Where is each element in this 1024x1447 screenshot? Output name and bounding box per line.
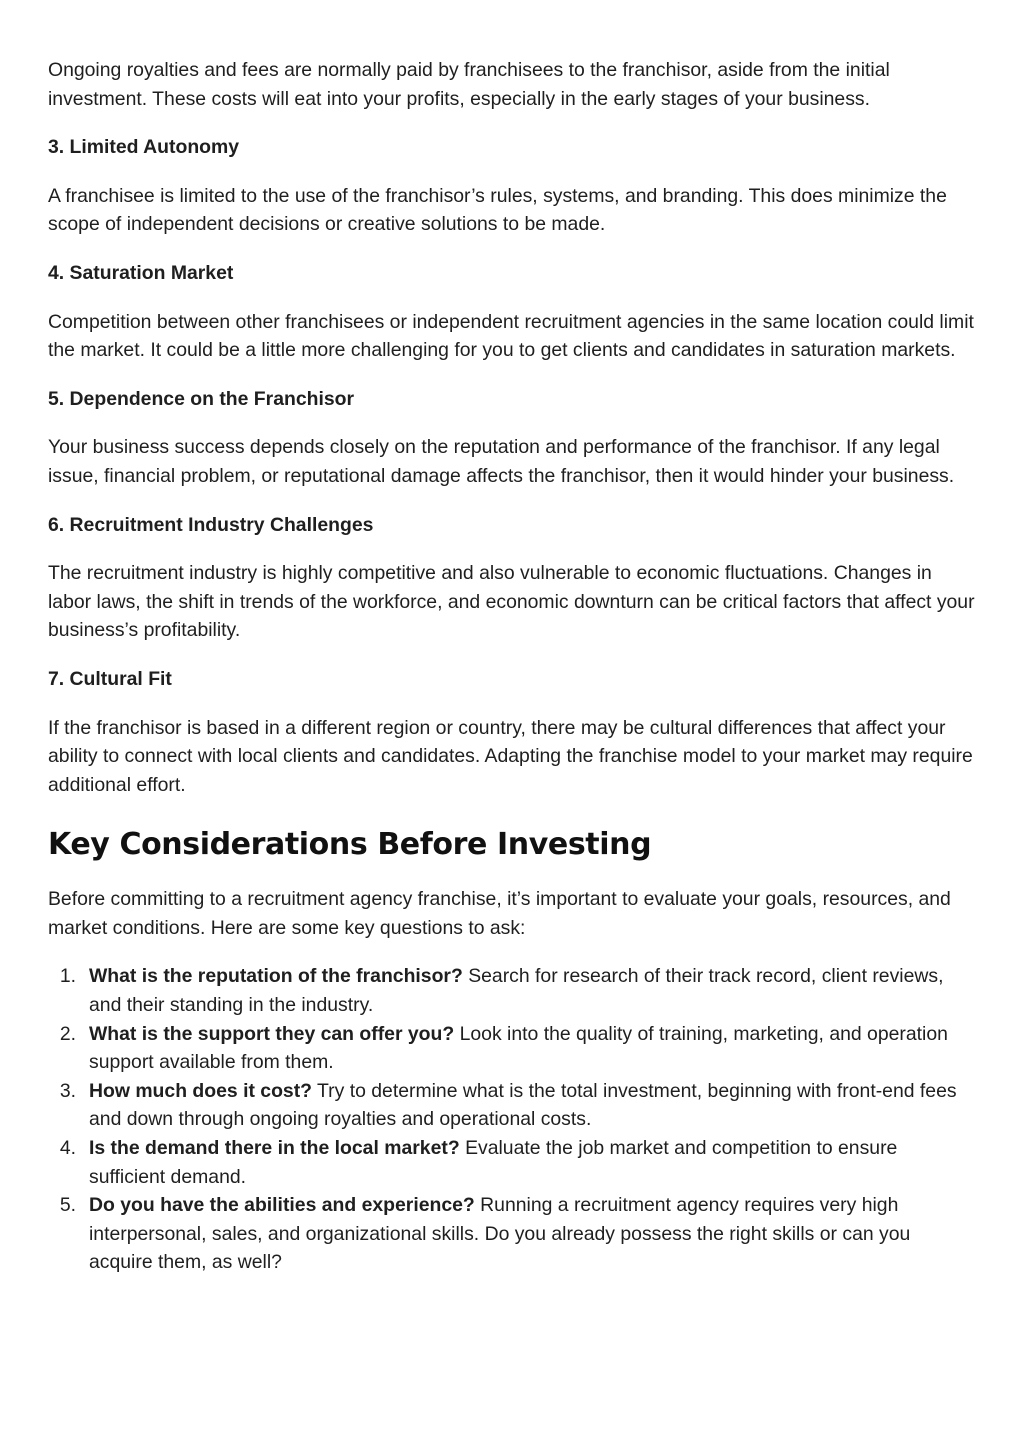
- key-considerations-intro: Before committing to a recruitment agency franchise, it’s important to evaluate your goals, resources, and market conditions. Here are some key questions to ask:: [48, 888, 951, 939]
- intro-paragraph: Ongoing royalties and fees are normally paid by franchisees to the franchisor, aside from the initial investment. These costs will eat into your profits, especially in the early stages of your business.: [48, 59, 890, 110]
- list-item-answer: Evaluate the job market and competition to ensure sufficient demand.: [89, 1137, 898, 1188]
- list-item-question: How much does it cost?: [89, 1079, 313, 1102]
- list-item-number: 2.: [59, 1022, 76, 1045]
- section-body-saturation-market: Competition between other franchisees or independent recruitment agencies in the same location could limit the market. It could be a little more challenging for you to get clients and candidates in saturation markets.: [48, 310, 974, 362]
- section-heading-limited-autonomy: 3. Limited Autonomy: [48, 136, 240, 159]
- section-heading-dependence-franchisor: 5. Dependence on the Franchisor: [48, 387, 355, 410]
- list-item: [48, 1077, 976, 1134]
- list-item-number: 4.: [59, 1137, 76, 1160]
- list-item-answer: Try to determine what is the total investment, beginning with front-end fees and down through ongoing royalties and operational costs.: [89, 1079, 957, 1131]
- list-item: [48, 1191, 976, 1277]
- list-item: [48, 962, 976, 1019]
- section-heading-saturation-market: 4. Saturation Market: [48, 261, 234, 284]
- list-item-answer: Search for research of their track record, client reviews, and their standing in the industry.: [89, 965, 944, 1017]
- list-item-number: 1.: [59, 965, 76, 988]
- list-item-number: 5.: [59, 1194, 76, 1217]
- list-item: [48, 1134, 976, 1191]
- list-item-question: Is the demand there in the local market?: [89, 1137, 460, 1160]
- document-page: [48, 56, 976, 1277]
- list-item-question: What is the support they can offer you?: [89, 1022, 455, 1045]
- list-item-answer: Look into the quality of training, marketing, and operation support available from them.: [89, 1022, 948, 1074]
- section-body-limited-autonomy: A franchisee is limited to the use of the franchisor’s rules, systems, and branding. This does minimize the scope of independent decisions or creative solutions to be made.: [48, 184, 947, 236]
- list-item: [48, 1020, 976, 1077]
- list-item-answer: Running a recruitment agency requires very high interpersonal, sales, and organizational skills. Do you already possess the right skills or can you acquire them, as well?: [89, 1194, 911, 1274]
- section-body-cultural-fit: If the franchisor is based in a different region or country, there may be cultural differences that affect your ability to connect with local clients and candidates. Adapting the franchise model to your market may require additional effort.: [48, 716, 973, 796]
- section-heading-industry-challenges: 6. Recruitment Industry Challenges: [48, 513, 374, 536]
- list-item-number: 3.: [59, 1079, 76, 1102]
- list-item-question: What is the reputation of the franchisor?: [89, 965, 463, 988]
- key-questions-list: [48, 962, 976, 1277]
- key-considerations-title: Key Considerations Before Investing: [48, 827, 652, 863]
- section-heading-cultural-fit: 7. Cultural Fit: [48, 667, 172, 690]
- section-body-dependence-franchisor: Your business success depends closely on the reputation and performance of the franchisor. If any legal issue, financial problem, or reputational damage affects the franchisor, then it would hinder your business.: [48, 436, 955, 487]
- list-item-question: Do you have the abilities and experience?: [89, 1194, 475, 1217]
- section-body-industry-challenges: The recruitment industry is highly competitive and also vulnerable to economic fluctuations. Changes in labor laws, the shift in trends of the workforce, and economic downturn can be critical factors that affect your business’s profitability.: [48, 562, 975, 642]
